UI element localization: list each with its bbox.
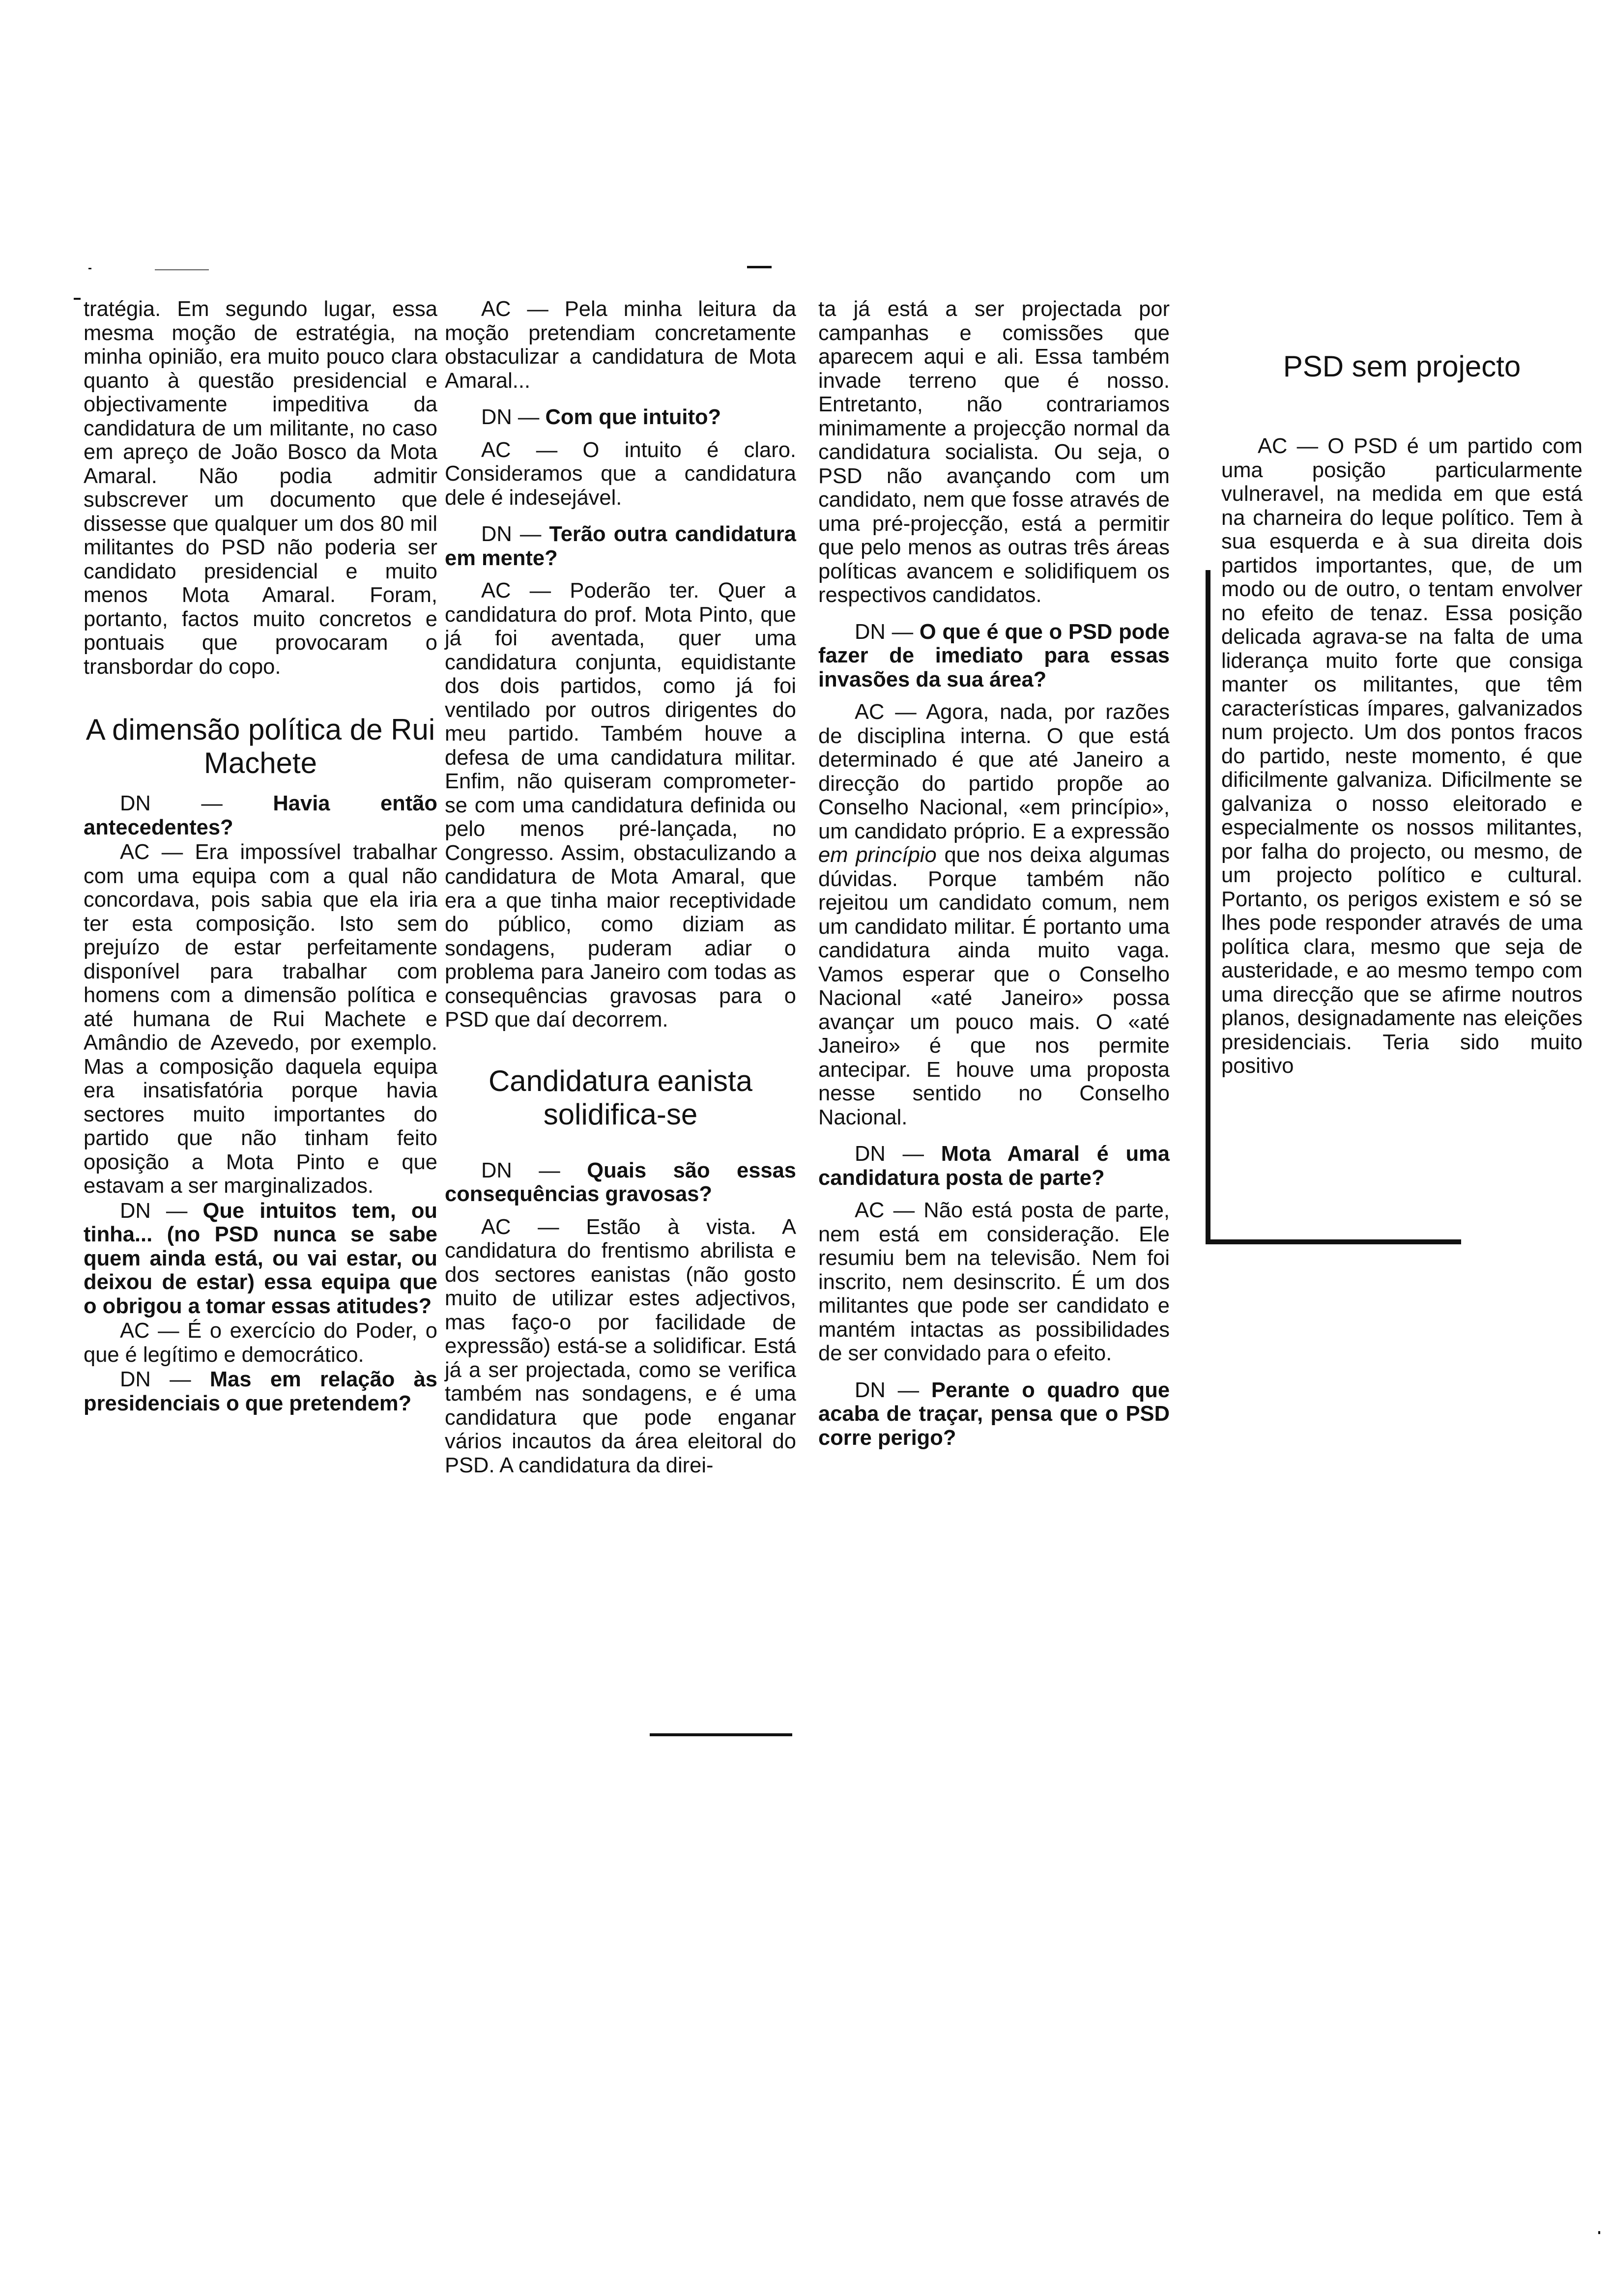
scan-mark (74, 298, 81, 300)
question (84, 1368, 437, 1415)
answer-text: AC — Agora, nada, por razões de disciplina interna. O que está determinado é que até Janeiro a direcção do partido propõe ao Conselho Nacional, «em princípio», um candidato próprio. E a expressão (818, 700, 1170, 843)
question-text: Com que intuito? (545, 405, 721, 429)
answer: AC — Poderão ter. Quer a candidatura do prof. Mota Pinto, que já foi aventada, quer uma candidatura conjunta, equidistante dos dois partidos, como já foi ventilado por outros dirigentes do meu partido. Também houve a defesa de uma candidatura militar. Enfim, não quiseram comprometer-se com uma candidatura definida ou pelo menos pré-lançada, no Congresso. Assim, obstaculizando a candidatura de Mota Amaral, que era a que tinha maior receptividade do público, como diziam as sondagens, puderam adiar o problema para Janeiro com todas as consequências gravosas para o PSD que daí decorrem. (445, 579, 796, 1032)
question-text: Havia então antecedentes? (84, 792, 438, 839)
question (84, 792, 437, 839)
question-text: Que intuitos tem, ou tinha... (no PSD nunca se sabe quem ainda está, ou vai estar, ou deixou de estar) essa equipa que o obrigou a tomar essas atitudes? (84, 1199, 437, 1318)
question (818, 1142, 1170, 1190)
top-rule (747, 266, 772, 268)
sidebar-border-bottom (1206, 1239, 1461, 1244)
speaker-label: DN — (855, 620, 914, 644)
column-2 (445, 297, 796, 1477)
paragraph: tratégia. Em segundo lugar, essa mesma moção de estratégia, na minha opinião, era muito pouco clara quanto à questão presidencial e objectivamente impeditiva da candidatura de um militante, no caso em apreço de João Bosco da Mota Amaral. Não podia admitir subscrever um documento que dissesse que qualquer um dos 80 mil militantes do PSD não poderia ser candidato presidencial e muito menos Mota Amaral. Foram, portanto, factos muito concretos e pontuais que provocaram o transbordar do copo. (84, 297, 437, 679)
subheading-rui-machete: A dimensão política de Rui Machete (86, 713, 435, 779)
answer: AC — O intuito é claro. Consideramos que a candidatura dele é indesejável. (445, 438, 796, 510)
question-text: Mas em relação às presidenciais o que pretendem? (84, 1368, 438, 1415)
speaker-label: DN — (120, 1368, 191, 1391)
column-3 (818, 297, 1170, 1450)
subheading-candidatura-eanista: Candidatura eanista solidifica-se (488, 1064, 753, 1131)
question-text: Quais são essas consequências gravosas? (445, 1158, 796, 1206)
sidebar-heading: PSD sem projecto (1283, 350, 1521, 383)
answer: AC — Era impossível trabalhar com uma equipa com a qual não concordava, pois sabia que ela iria ter esta composição. Isto sem prejuízo de estar perfeitamente disponível para trabalhar com homens com a dimensão política e até humana de Rui Machete e Amândio de Azevedo, por exemplo. Mas a composição daquela equipa era insatisfatória porque havia sectores muito importantes do partido que não tinham feito oposição a Mota Pinto e que estavam a ser marginalizados. (84, 840, 437, 1198)
sidebar-psd-sem-projecto (1221, 350, 1583, 1078)
bottom-rule (650, 1733, 792, 1736)
question-text: Terão outra candidatura em mente? (445, 522, 796, 570)
answer-emphasis: em princípio (818, 843, 937, 867)
question-text: Perante o quadro que acaba de traçar, pensa que o PSD corre perigo? (818, 1378, 1170, 1450)
answer: AC — É o exercício do Poder, o que é legítimo e democrático. (84, 1319, 437, 1367)
answer (818, 700, 1170, 1129)
speaker-label: DN — (481, 405, 540, 429)
sidebar-body: AC — O PSD é um partido com uma posição particularmente vulneravel, na medida em que está na charneira do leque político. Tem à sua esquerda e à sua direita dois partidos importantes, que, de um modo ou de outro, o tentam envolver no efeito de tenaz. Essa posição delicada agrava-se na falta de uma liderança muito forte que consiga manter os militantes, que têm características ímpares, galvanizados num projecto. Um dos pontos fracos do partido, neste momento, é que dificilmente galvaniza. Dificilmente se galvaniza o nosso eleitorado e especialmente os nossos militantes, por falha do projecto, ou mesmo, de um projecto político e cultural. Portanto, os perigos existem e só se lhes pode responder através de uma política clara, mesmo que seja de austeridade, e ao mesmo tempo com uma direcção que se afirme noutros planos, designadamente nas eleições presidenciais. Teria sido muito positivo (1221, 434, 1583, 1078)
speaker-label: DN — (481, 522, 542, 546)
question (445, 1159, 796, 1206)
speaker-label: DN — (120, 792, 223, 815)
question (818, 1378, 1170, 1450)
question (445, 405, 796, 430)
scan-mark (1598, 2231, 1600, 2234)
question-text: O que é que o PSD pode fazer de imediato para essas invasões da sua área? (818, 620, 1170, 691)
sidebar-border-left (1206, 570, 1210, 1244)
answer: AC — Estão à vista. A candidatura do frentismo abrilista e dos sectores eanistas (não gosto muito de utilizar estes adjectivos, mas faço-o por facilidade de expressão) está-se a solidificar. Está já a ser projectada, como se verifica também nas sondagens, e é uma candidatura que pode enganar vários incautos da área eleitoral do PSD. A candidatura da direi- (445, 1215, 796, 1477)
scan-mark (88, 268, 91, 269)
paragraph: ta já está a ser projectada por campanhas e comissões que aparecem aqui e ali. Essa também invade terreno que é nosso. Entretanto, não contrariamos minimamente a projecção normal da candidatura socialista. Ou seja, o PSD não avançando com um candidato, nem que fosse através de uma pré-projecção, está a permitir que pelo menos as outras três áreas políticas avancem e solidifiquem os respectivos candidatos. (818, 297, 1170, 607)
speaker-label: DN — (120, 1199, 188, 1223)
question (445, 522, 796, 570)
question (818, 620, 1170, 692)
speaker-label: DN — (855, 1378, 920, 1402)
speaker-label: DN — (855, 1142, 924, 1166)
question (84, 1199, 437, 1319)
question-text: Mota Amaral é uma candidatura posta de parte? (818, 1142, 1170, 1190)
scan-mark (155, 269, 209, 270)
answer: AC — Não está posta de parte, nem está em consideração. Ele resumiu bem na televisão. Nem foi inscrito, nem desinscrito. É um dos militantes que pode ser candidato e mantém intactas as possibilidades de ser convidado para o efeito. (818, 1199, 1170, 1365)
speaker-label: DN — (481, 1158, 560, 1182)
column-1 (84, 297, 437, 1415)
answer: AC — Pela minha leitura da moção pretendiam concretamente obstaculizar a candidatura de Mota Amaral... (445, 297, 796, 393)
answer-text: que nos deixa algumas dúvidas. Porque também não rejeitou um candidato comum, nem um candidato militar. É portanto uma candidatura ainda muito vaga. Vamos esperar que o Conselho Nacional «até Janeiro» possa avançar um pouco mais. O «até Janeiro» é que nos permite antecipar. E houve uma proposta nesse sentido no Conselho Nacional. (818, 843, 1170, 1129)
